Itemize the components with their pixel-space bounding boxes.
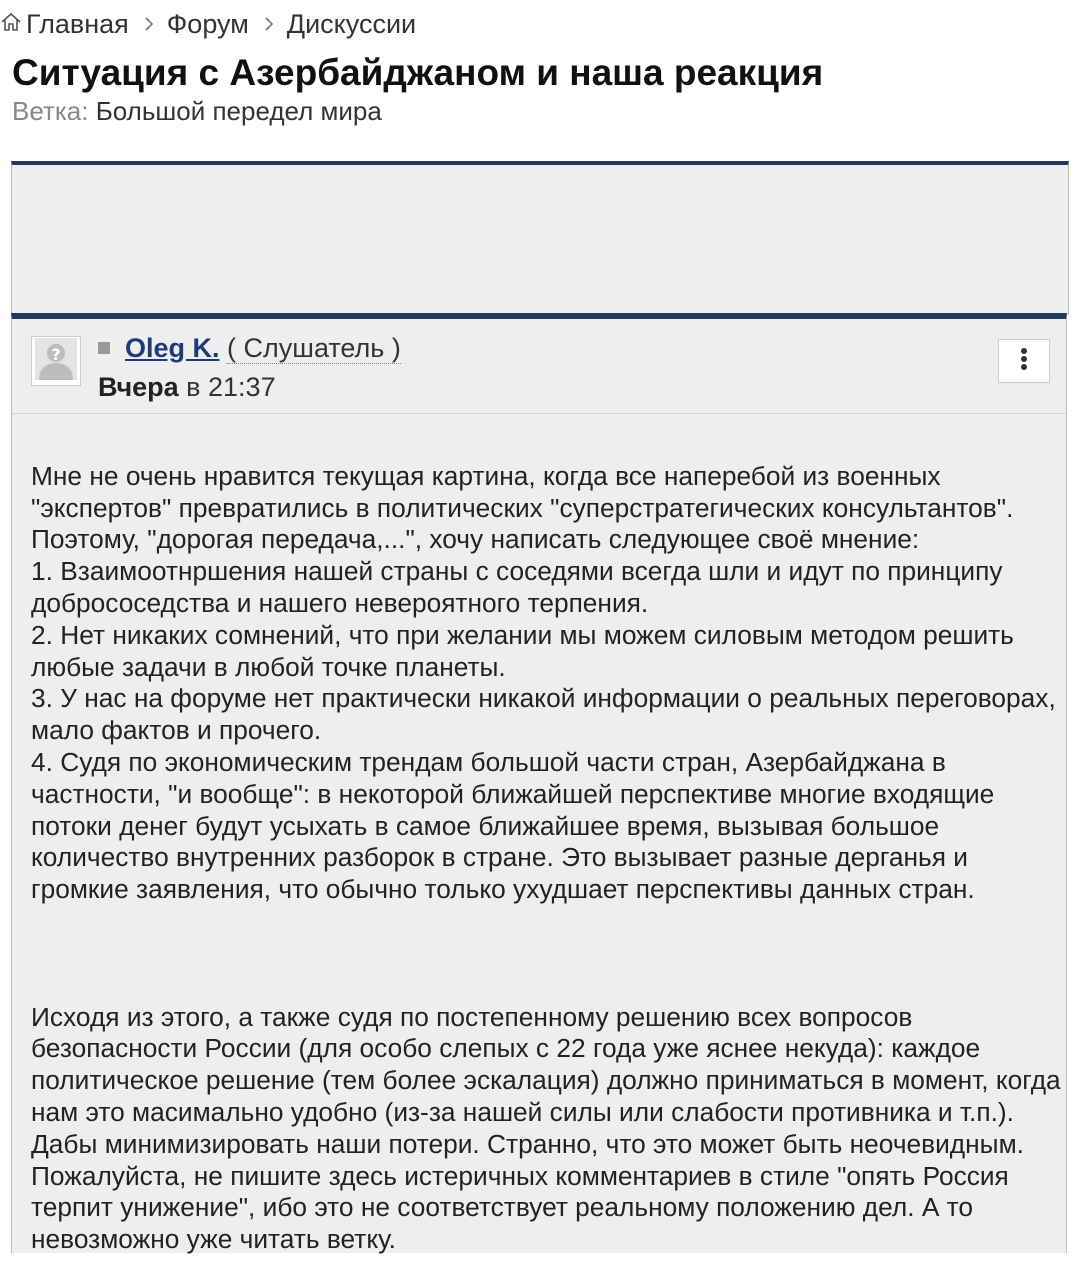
- vertical-dots-icon: [1020, 347, 1028, 376]
- branch-name[interactable]: Большой передел мира: [95, 96, 382, 126]
- author-role: ( Слушатель ): [227, 333, 401, 363]
- default-avatar-icon: [35, 338, 77, 385]
- chevron-right-icon: [143, 15, 155, 33]
- author-name-link[interactable]: Oleg K.: [125, 333, 220, 363]
- post-paragraph-1: Мне не очень нравится текущая картина, когда все наперебой из военных "экспертов" превратились в политических "суперстратегических консультантов". Поэтому, "дорогая передача,...", хочу написать следующее своё мнение: 1. Взаимоотнршения нашей страны с соседями всегда шли и идут по принципу добрососедства и нашего невероятного терпения. 2. Нет никаких сомнений, что при желании мы можем силовым методом решить любые задачи в любой точке планеты. 3. У нас на форуме нет практически никакой информации о реальных переговорах, мало фактов и прочего. 4. Судя по экономическим трендам большой части стран, Азербайджана в частности, "и вообще": в некоторой ближайшей перспективе многие входящие потоки денег будут усыхать в самое ближайшее время, вызывая большое количество внутренних разборок в стране. Это вызывает разные дерганья и громкие заявления, что обычно только ухудшает перспективы данных стран.: [31, 460, 1056, 905]
- post-header: [12, 319, 1066, 414]
- forum-post: [11, 313, 1067, 1253]
- ad-placeholder: [11, 161, 1069, 315]
- page-title: Ситуация с Азербайджаном и наша реакция: [12, 52, 824, 93]
- post-date-day: Вчера: [98, 372, 179, 402]
- post-date: [98, 372, 276, 403]
- branch-label: Ветка:: [12, 96, 89, 126]
- post-body: [31, 429, 1061, 1288]
- breadcrumb-home-label: Главная: [26, 8, 129, 39]
- post-menu-button[interactable]: [998, 339, 1050, 383]
- online-status-icon: [98, 342, 110, 354]
- author-line: [125, 333, 401, 364]
- avatar[interactable]: [31, 336, 81, 386]
- breadcrumb-discussions-link[interactable]: Дискуссии: [286, 8, 417, 39]
- post-paragraph-2: Исходя из этого, а также судя по постепенному решению всех вопросов безопасности России (для особо слепых с 22 года уже яснее некуда): каждое политическое решение (тем более эскалация) должно приниматься в момент, когда нам это масимально удобно (из-за нашей силы или слабости противника и т.п.). Дабы минимизировать наши потери. Странно, что это может быть неочевидным. Пожалуйста, не пишите здесь истеричных комментариев в стиле "опять Россия терпит унижение", ибо это не соответствует реальному положению дел. А то невозможно уже читать ветку.: [31, 1001, 1061, 1255]
- topic-branch: [12, 96, 382, 127]
- svg-text:?: ?: [51, 344, 61, 364]
- home-icon: [0, 9, 22, 40]
- paragraph-gap: [31, 938, 1061, 970]
- chevron-right-icon: [263, 15, 275, 33]
- breadcrumb: [0, 6, 416, 42]
- breadcrumb-home-link[interactable]: [0, 9, 129, 40]
- breadcrumb-forum-link[interactable]: Форум: [166, 8, 249, 39]
- post-date-time: в 21:37: [178, 372, 276, 402]
